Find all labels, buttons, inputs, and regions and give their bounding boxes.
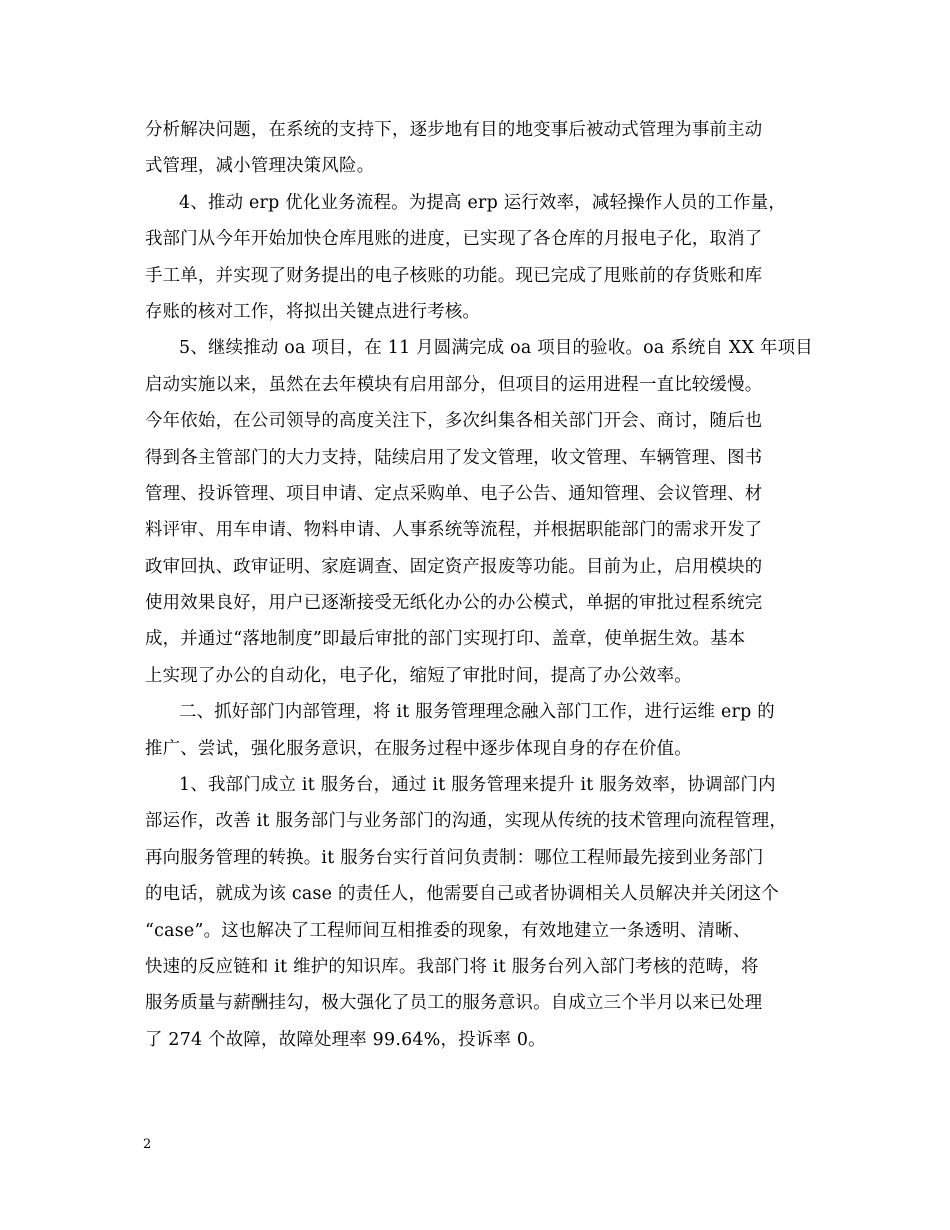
text-line: 推广、尝试，强化服务意识，在服务过程中逐步体现自身的存在价值。 <box>145 738 692 759</box>
page-number: 2 <box>143 1137 152 1152</box>
text-line: 政审回执、政审证明、家庭调查、固定资产报废等功能。目前为止，启用模块的 <box>145 556 763 577</box>
text-line: 今年依始，在公司领导的高度关注下，多次纠集各相关部门开会、商讨，随后也 <box>145 411 763 432</box>
text-line: “case”。这也解决了工程师间互相推委的现象，有效地建立一条透明、清晰、 <box>145 920 751 941</box>
text-line: 部运作，改善 it 服务部门与业务部门的沟通，实现从传统的技术管理向流程管理， <box>145 811 788 832</box>
text-line: 使用效果良好，用户已逐渐接受无纸化办公的办公模式，单据的审批过程系统完 <box>145 593 763 614</box>
text-line: 启动实施以来，虽然在去年模块有启用部分，但项目的运用进程一直比较缓慢。 <box>145 374 763 395</box>
text-line: 式管理，减小管理决策风险。 <box>145 156 375 177</box>
text-line: 4、推动 erp 优化业务流程。为提高 erp 运行效率，减轻操作人员的工作量， <box>179 192 786 213</box>
text-line: 5、继续推动 oa 项目，在 11 月圆满完成 oa 项目的验收。oa 系统自 XX 年项目 <box>179 338 813 359</box>
text-line: 二、抓好部门内部管理，将 it 服务管理理念融入部门工作，进行运维 erp 的 <box>179 702 775 723</box>
text-line: 成，并通过“落地制度”即最后审批的部门实现打印、盖章，使单据生效。基本 <box>145 629 746 650</box>
text-line: 料评审、用车申请、物料申请、人事系统等流程，并根据职能部门的需求开发了 <box>145 520 763 541</box>
text-line: 了 274 个故障，故障处理率 99.64%，投诉率 0。 <box>145 1029 546 1050</box>
text-line: 再向服务管理的转换。it 服务台实行首问负责制：哪位工程师最先接到业务部门 <box>145 847 764 868</box>
text-line: 的电话，就成为该 case 的责任人，他需要自己或者协调相关人员解决并关闭这个 <box>145 884 780 905</box>
text-line: 得到各主管部门的大力支持，陆续启用了发文管理，收文管理、车辆管理、图书 <box>145 447 763 468</box>
text-line: 上实现了办公的自动化，电子化，缩短了审批时间，提高了办公效率。 <box>145 665 692 686</box>
text-line: 我部门从今年开始加快仓库甩账的进度，已实现了各仓库的月报电子化，取消了 <box>145 229 763 250</box>
text-line: 服务质量与薪酬挂勾，极大强化了员工的服务意识。自成立三个半月以来已处理 <box>145 993 763 1014</box>
text-line: 手工单，并实现了财务提出的电子核账的功能。现已完成了甩账前的存货账和库 <box>145 265 763 286</box>
text-line: 管理、投诉管理、项目申请、定点采购单、电子公告、通知管理、会议管理、材 <box>145 483 763 504</box>
text-line: 快速的反应链和 it 维护的知识库。我部门将 it 服务台列入部门考核的范畴，将 <box>145 956 759 977</box>
text-line: 存账的核对工作，将拟出关键点进行考核。 <box>145 301 481 322</box>
document-body <box>145 112 815 1058</box>
text-line: 分析解决问题，在系统的支持下，逐步地有目的地变事后被动式管理为事前主动 <box>145 120 763 140</box>
text-line: 1、我部门成立 it 服务台，通过 it 服务管理来提升 it 服务效率，协调部门内 <box>179 775 776 796</box>
